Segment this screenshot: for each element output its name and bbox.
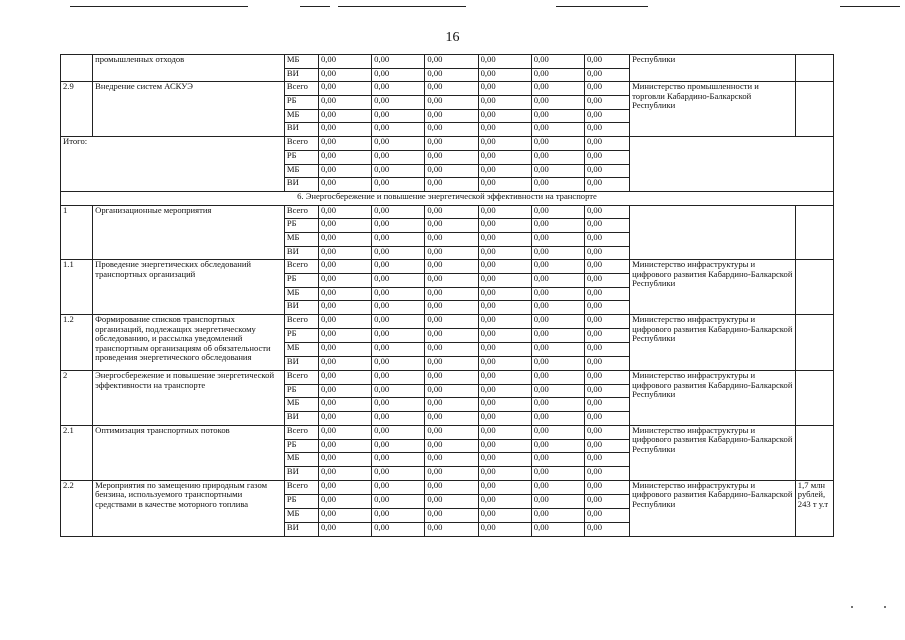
item-number: 2.2 (61, 480, 93, 536)
amount-cell: 0,00 (584, 246, 629, 260)
amount-cell: 0,00 (318, 150, 371, 164)
amount-cell: 0,00 (478, 82, 531, 96)
funding-source: Всего (284, 480, 318, 494)
amount-cell: 0,00 (584, 205, 629, 219)
amount-cell: 0,00 (584, 398, 629, 412)
funding-source: Всего (284, 82, 318, 96)
amount-cell: 0,00 (584, 219, 629, 233)
funding-source: РБ (284, 96, 318, 110)
amount-cell: 0,00 (318, 68, 371, 82)
item-name: Внедрение систем АСКУЭ (93, 82, 285, 137)
amount-cell: 0,00 (584, 164, 629, 178)
amount-cell: 0,00 (318, 453, 371, 467)
amount-cell: 0,00 (531, 412, 584, 426)
executor: Министерство промышленности и торговли Кабардино-Балкарской Республики (630, 82, 796, 137)
amount-cell: 0,00 (584, 178, 629, 192)
result (795, 425, 833, 480)
amount-cell: 0,00 (531, 480, 584, 494)
amount-cell: 0,00 (478, 274, 531, 288)
amount-cell: 0,00 (531, 315, 584, 329)
item-number: 2.1 (61, 425, 93, 480)
amount-cell: 0,00 (372, 494, 425, 508)
amount-cell: 0,00 (478, 315, 531, 329)
amount-cell: 0,00 (584, 371, 629, 385)
amount-cell: 0,00 (584, 453, 629, 467)
amount-cell: 0,00 (478, 384, 531, 398)
amount-cell: 0,00 (584, 425, 629, 439)
amount-cell: 0,00 (372, 371, 425, 385)
funding-source: ВИ (284, 357, 318, 371)
amount-cell: 0,00 (425, 343, 478, 357)
item-name: Оптимизация транспортных потоков (93, 425, 285, 480)
amount-cell: 0,00 (531, 55, 584, 69)
amount-cell: 0,00 (478, 246, 531, 260)
section-title: 6. Энергосбережение и повышение энергетической эффективности на транспорте (61, 191, 834, 205)
amount-cell: 0,00 (318, 287, 371, 301)
amount-cell: 0,00 (372, 412, 425, 426)
amount-cell: 0,00 (584, 508, 629, 522)
table-row (61, 371, 834, 385)
amount-cell: 0,00 (372, 205, 425, 219)
amount-cell: 0,00 (531, 371, 584, 385)
amount-cell: 0,00 (584, 274, 629, 288)
amount-cell: 0,00 (478, 178, 531, 192)
amount-cell: 0,00 (584, 301, 629, 315)
amount-cell: 0,00 (531, 274, 584, 288)
table-body (61, 55, 834, 537)
amount-cell: 0,00 (584, 260, 629, 274)
executor: Министерство инфраструктуры и цифрового развития Кабардино-Балкарской Республики (630, 425, 796, 480)
amount-cell: 0,00 (318, 164, 371, 178)
amount-cell: 0,00 (425, 150, 478, 164)
amount-cell: 0,00 (372, 508, 425, 522)
amount-cell: 0,00 (318, 96, 371, 110)
funding-source: МБ (284, 287, 318, 301)
amount-cell: 0,00 (425, 315, 478, 329)
amount-cell: 0,00 (425, 260, 478, 274)
amount-cell: 0,00 (478, 137, 531, 151)
amount-cell: 0,00 (584, 150, 629, 164)
amount-cell: 0,00 (584, 82, 629, 96)
amount-cell: 0,00 (372, 384, 425, 398)
amount-cell: 0,00 (425, 274, 478, 288)
total-label: Итого: (61, 137, 285, 192)
amount-cell: 0,00 (478, 301, 531, 315)
amount-cell: 0,00 (425, 55, 478, 69)
funding-source: Всего (284, 315, 318, 329)
top-rule (840, 6, 900, 7)
amount-cell: 0,00 (478, 260, 531, 274)
amount-cell: 0,00 (584, 329, 629, 343)
amount-cell: 0,00 (531, 246, 584, 260)
amount-cell: 0,00 (425, 439, 478, 453)
executor: Министерство инфраструктуры и цифрового развития Кабардино-Балкарской Республики (630, 371, 796, 426)
funding-source: МБ (284, 55, 318, 69)
amount-cell: 0,00 (531, 329, 584, 343)
amount-cell: 0,00 (372, 466, 425, 480)
amount-cell: 0,00 (478, 109, 531, 123)
amount-cell: 0,00 (478, 357, 531, 371)
funding-source: МБ (284, 453, 318, 467)
amount-cell: 0,00 (584, 287, 629, 301)
amount-cell: 0,00 (318, 315, 371, 329)
funding-source: Всего (284, 371, 318, 385)
amount-cell: 0,00 (425, 480, 478, 494)
amount-cell: 0,00 (425, 522, 478, 536)
amount-cell: 0,00 (318, 260, 371, 274)
amount-cell: 0,00 (372, 522, 425, 536)
amount-cell: 0,00 (425, 96, 478, 110)
funding-source: РБ (284, 274, 318, 288)
amount-cell: 0,00 (531, 494, 584, 508)
funding-source: ВИ (284, 412, 318, 426)
result (795, 82, 833, 137)
amount-cell: 0,00 (584, 439, 629, 453)
amount-cell: 0,00 (584, 384, 629, 398)
item-number: 1 (61, 205, 93, 260)
amount-cell: 0,00 (372, 301, 425, 315)
executor: Республики (630, 55, 796, 82)
amount-cell: 0,00 (372, 178, 425, 192)
amount-cell: 0,00 (478, 439, 531, 453)
amount-cell: 0,00 (531, 384, 584, 398)
amount-cell: 0,00 (372, 439, 425, 453)
funding-source: РБ (284, 329, 318, 343)
amount-cell: 0,00 (478, 150, 531, 164)
amount-cell: 0,00 (425, 109, 478, 123)
result (795, 260, 833, 315)
amount-cell: 0,00 (531, 508, 584, 522)
amount-cell: 0,00 (372, 480, 425, 494)
amount-cell: 0,00 (425, 232, 478, 246)
amount-cell: 0,00 (584, 480, 629, 494)
amount-cell: 0,00 (531, 232, 584, 246)
amount-cell: 0,00 (531, 357, 584, 371)
amount-cell: 0,00 (425, 219, 478, 233)
amount-cell: 0,00 (318, 205, 371, 219)
amount-cell: 0,00 (584, 522, 629, 536)
amount-cell: 0,00 (372, 68, 425, 82)
amount-cell: 0,00 (318, 246, 371, 260)
amount-cell: 0,00 (425, 508, 478, 522)
funding-source: МБ (284, 508, 318, 522)
funding-source: ВИ (284, 178, 318, 192)
amount-cell: 0,00 (478, 232, 531, 246)
item-number: 1.2 (61, 315, 93, 371)
amount-cell: 0,00 (478, 494, 531, 508)
funding-source: МБ (284, 164, 318, 178)
result (795, 315, 833, 371)
amount-cell: 0,00 (372, 260, 425, 274)
amount-cell: 0,00 (584, 232, 629, 246)
amount-cell: 0,00 (478, 398, 531, 412)
amount-cell: 0,00 (584, 466, 629, 480)
amount-cell: 0,00 (584, 357, 629, 371)
item-number: 2.9 (61, 82, 93, 137)
amount-cell: 0,00 (318, 425, 371, 439)
executor: Министерство инфраструктуры и цифрового развития Кабардино-Балкарской Республики (630, 480, 796, 536)
amount-cell: 0,00 (478, 123, 531, 137)
item-name: Энергосбережение и повышение энергетической эффективности на транспорте (93, 371, 285, 426)
amount-cell: 0,00 (478, 466, 531, 480)
amount-cell: 0,00 (425, 329, 478, 343)
amount-cell: 0,00 (531, 301, 584, 315)
program-table (60, 54, 834, 537)
amount-cell: 0,00 (531, 123, 584, 137)
amount-cell: 0,00 (531, 219, 584, 233)
amount-cell: 0,00 (318, 301, 371, 315)
amount-cell: 0,00 (425, 412, 478, 426)
funding-source: Всего (284, 205, 318, 219)
amount-cell: 0,00 (531, 164, 584, 178)
amount-cell: 0,00 (478, 219, 531, 233)
amount-cell: 0,00 (372, 343, 425, 357)
amount-cell: 0,00 (318, 480, 371, 494)
amount-cell: 0,00 (318, 357, 371, 371)
amount-cell: 0,00 (584, 137, 629, 151)
amount-cell: 0,00 (584, 109, 629, 123)
funding-source: ВИ (284, 466, 318, 480)
amount-cell: 0,00 (372, 109, 425, 123)
amount-cell: 0,00 (318, 384, 371, 398)
amount-cell: 0,00 (584, 494, 629, 508)
funding-source: РБ (284, 439, 318, 453)
amount-cell: 0,00 (425, 137, 478, 151)
table-row (61, 315, 834, 329)
funding-source: МБ (284, 109, 318, 123)
table-row (61, 82, 834, 96)
amount-cell: 0,00 (425, 68, 478, 82)
executor: Министерство инфраструктуры и цифрового развития Кабардино-Балкарской Республики (630, 260, 796, 315)
amount-cell: 0,00 (372, 274, 425, 288)
amount-cell: 0,00 (372, 150, 425, 164)
table-row (61, 205, 834, 219)
amount-cell: 0,00 (478, 68, 531, 82)
amount-cell: 0,00 (318, 398, 371, 412)
amount-cell: 0,00 (372, 232, 425, 246)
amount-cell: 0,00 (584, 412, 629, 426)
item-name: Проведение энергетических обследований транспортных организаций (93, 260, 285, 315)
item-name: промышленных отходов (93, 55, 285, 82)
amount-cell: 0,00 (372, 287, 425, 301)
item-name: Организационные мероприятия (93, 205, 285, 260)
table-row (61, 260, 834, 274)
item-name: Формирование списков транспортных организаций, подлежащих энергетическому обследованию, и рассылка уведомлений транспортным организациям об обязательности проведения энергетического обследования (93, 315, 285, 371)
amount-cell: 0,00 (318, 412, 371, 426)
top-rule (338, 6, 466, 7)
amount-cell: 0,00 (425, 494, 478, 508)
amount-cell: 0,00 (318, 439, 371, 453)
amount-cell: 0,00 (318, 371, 371, 385)
amount-cell: 0,00 (318, 494, 371, 508)
funding-source: ВИ (284, 301, 318, 315)
amount-cell: 0,00 (478, 522, 531, 536)
amount-cell: 0,00 (584, 315, 629, 329)
table-row (61, 55, 834, 69)
amount-cell: 0,00 (478, 205, 531, 219)
amount-cell: 0,00 (372, 425, 425, 439)
amount-cell: 0,00 (531, 343, 584, 357)
item-name: Мероприятия по замещению природным газом бензина, используемого транспортными средствами в качестве моторного топлива (93, 480, 285, 536)
amount-cell: 0,00 (584, 55, 629, 69)
empty-cell (630, 137, 834, 192)
amount-cell: 0,00 (531, 466, 584, 480)
funding-source: ВИ (284, 123, 318, 137)
amount-cell: 0,00 (372, 82, 425, 96)
top-rule (70, 6, 248, 7)
funding-source: РБ (284, 494, 318, 508)
amount-cell: 0,00 (318, 55, 371, 69)
table-row (61, 480, 834, 494)
amount-cell: 0,00 (425, 371, 478, 385)
amount-cell: 0,00 (478, 453, 531, 467)
amount-cell: 0,00 (318, 219, 371, 233)
amount-cell: 0,00 (318, 123, 371, 137)
amount-cell: 0,00 (318, 178, 371, 192)
result (795, 205, 833, 260)
amount-cell: 0,00 (478, 96, 531, 110)
amount-cell: 0,00 (425, 301, 478, 315)
amount-cell: 0,00 (372, 164, 425, 178)
amount-cell: 0,00 (318, 466, 371, 480)
amount-cell: 0,00 (372, 453, 425, 467)
amount-cell: 0,00 (531, 287, 584, 301)
amount-cell: 0,00 (478, 412, 531, 426)
scan-speck (851, 606, 853, 608)
amount-cell: 0,00 (478, 480, 531, 494)
amount-cell: 0,00 (425, 178, 478, 192)
amount-cell: 0,00 (478, 287, 531, 301)
top-rule (300, 6, 330, 7)
amount-cell: 0,00 (531, 205, 584, 219)
amount-cell: 0,00 (425, 205, 478, 219)
result (795, 55, 833, 82)
amount-cell: 0,00 (531, 398, 584, 412)
amount-cell: 0,00 (478, 164, 531, 178)
funding-source: МБ (284, 343, 318, 357)
amount-cell: 0,00 (531, 82, 584, 96)
funding-source: Всего (284, 260, 318, 274)
amount-cell: 0,00 (531, 96, 584, 110)
amount-cell: 0,00 (372, 246, 425, 260)
top-rule (556, 6, 648, 7)
funding-source: Всего (284, 137, 318, 151)
item-number: 2 (61, 371, 93, 426)
scan-speck (884, 606, 886, 608)
amount-cell: 0,00 (531, 522, 584, 536)
page-number: 16 (445, 30, 460, 45)
amount-cell: 0,00 (425, 453, 478, 467)
amount-cell: 0,00 (318, 508, 371, 522)
funding-source: РБ (284, 384, 318, 398)
funding-source: РБ (284, 219, 318, 233)
funding-source: ВИ (284, 522, 318, 536)
amount-cell: 0,00 (584, 68, 629, 82)
amount-cell: 0,00 (318, 109, 371, 123)
amount-cell: 0,00 (584, 96, 629, 110)
amount-cell: 0,00 (425, 425, 478, 439)
amount-cell: 0,00 (584, 343, 629, 357)
table-row (61, 425, 834, 439)
executor: Министерство инфраструктуры и цифрового развития Кабардино-Балкарской Республики (630, 315, 796, 371)
amount-cell: 0,00 (478, 329, 531, 343)
amount-cell: 0,00 (372, 55, 425, 69)
amount-cell: 0,00 (372, 357, 425, 371)
amount-cell: 0,00 (425, 123, 478, 137)
amount-cell: 0,00 (425, 357, 478, 371)
funding-source: Всего (284, 425, 318, 439)
amount-cell: 0,00 (425, 287, 478, 301)
amount-cell: 0,00 (531, 453, 584, 467)
amount-cell: 0,00 (478, 55, 531, 69)
amount-cell: 0,00 (372, 96, 425, 110)
amount-cell: 0,00 (318, 343, 371, 357)
amount-cell: 0,00 (478, 425, 531, 439)
amount-cell: 0,00 (425, 246, 478, 260)
funding-source: РБ (284, 150, 318, 164)
amount-cell: 0,00 (531, 260, 584, 274)
amount-cell: 0,00 (372, 329, 425, 343)
amount-cell: 0,00 (318, 232, 371, 246)
funding-source: МБ (284, 398, 318, 412)
amount-cell: 0,00 (372, 137, 425, 151)
amount-cell: 0,00 (531, 150, 584, 164)
amount-cell: 0,00 (531, 109, 584, 123)
funding-source: ВИ (284, 68, 318, 82)
item-number (61, 55, 93, 82)
amount-cell: 0,00 (425, 466, 478, 480)
executor (630, 205, 796, 260)
amount-cell: 0,00 (425, 398, 478, 412)
amount-cell: 0,00 (318, 137, 371, 151)
item-number: 1.1 (61, 260, 93, 315)
amount-cell: 0,00 (372, 219, 425, 233)
amount-cell: 0,00 (478, 371, 531, 385)
table-row (61, 137, 834, 151)
amount-cell: 0,00 (531, 439, 584, 453)
amount-cell: 0,00 (531, 137, 584, 151)
amount-cell: 0,00 (531, 178, 584, 192)
section-row (61, 191, 834, 205)
funding-source: МБ (284, 232, 318, 246)
amount-cell: 0,00 (531, 425, 584, 439)
amount-cell: 0,00 (372, 123, 425, 137)
result: 1,7 млн рублей, 243 т у.т (795, 480, 833, 536)
amount-cell: 0,00 (425, 384, 478, 398)
amount-cell: 0,00 (425, 164, 478, 178)
amount-cell: 0,00 (478, 508, 531, 522)
amount-cell: 0,00 (372, 315, 425, 329)
amount-cell: 0,00 (531, 68, 584, 82)
result (795, 371, 833, 426)
amount-cell: 0,00 (318, 82, 371, 96)
funding-source: ВИ (284, 246, 318, 260)
amount-cell: 0,00 (478, 343, 531, 357)
amount-cell: 0,00 (318, 274, 371, 288)
amount-cell: 0,00 (318, 329, 371, 343)
amount-cell: 0,00 (372, 398, 425, 412)
amount-cell: 0,00 (425, 82, 478, 96)
amount-cell: 0,00 (318, 522, 371, 536)
amount-cell: 0,00 (584, 123, 629, 137)
